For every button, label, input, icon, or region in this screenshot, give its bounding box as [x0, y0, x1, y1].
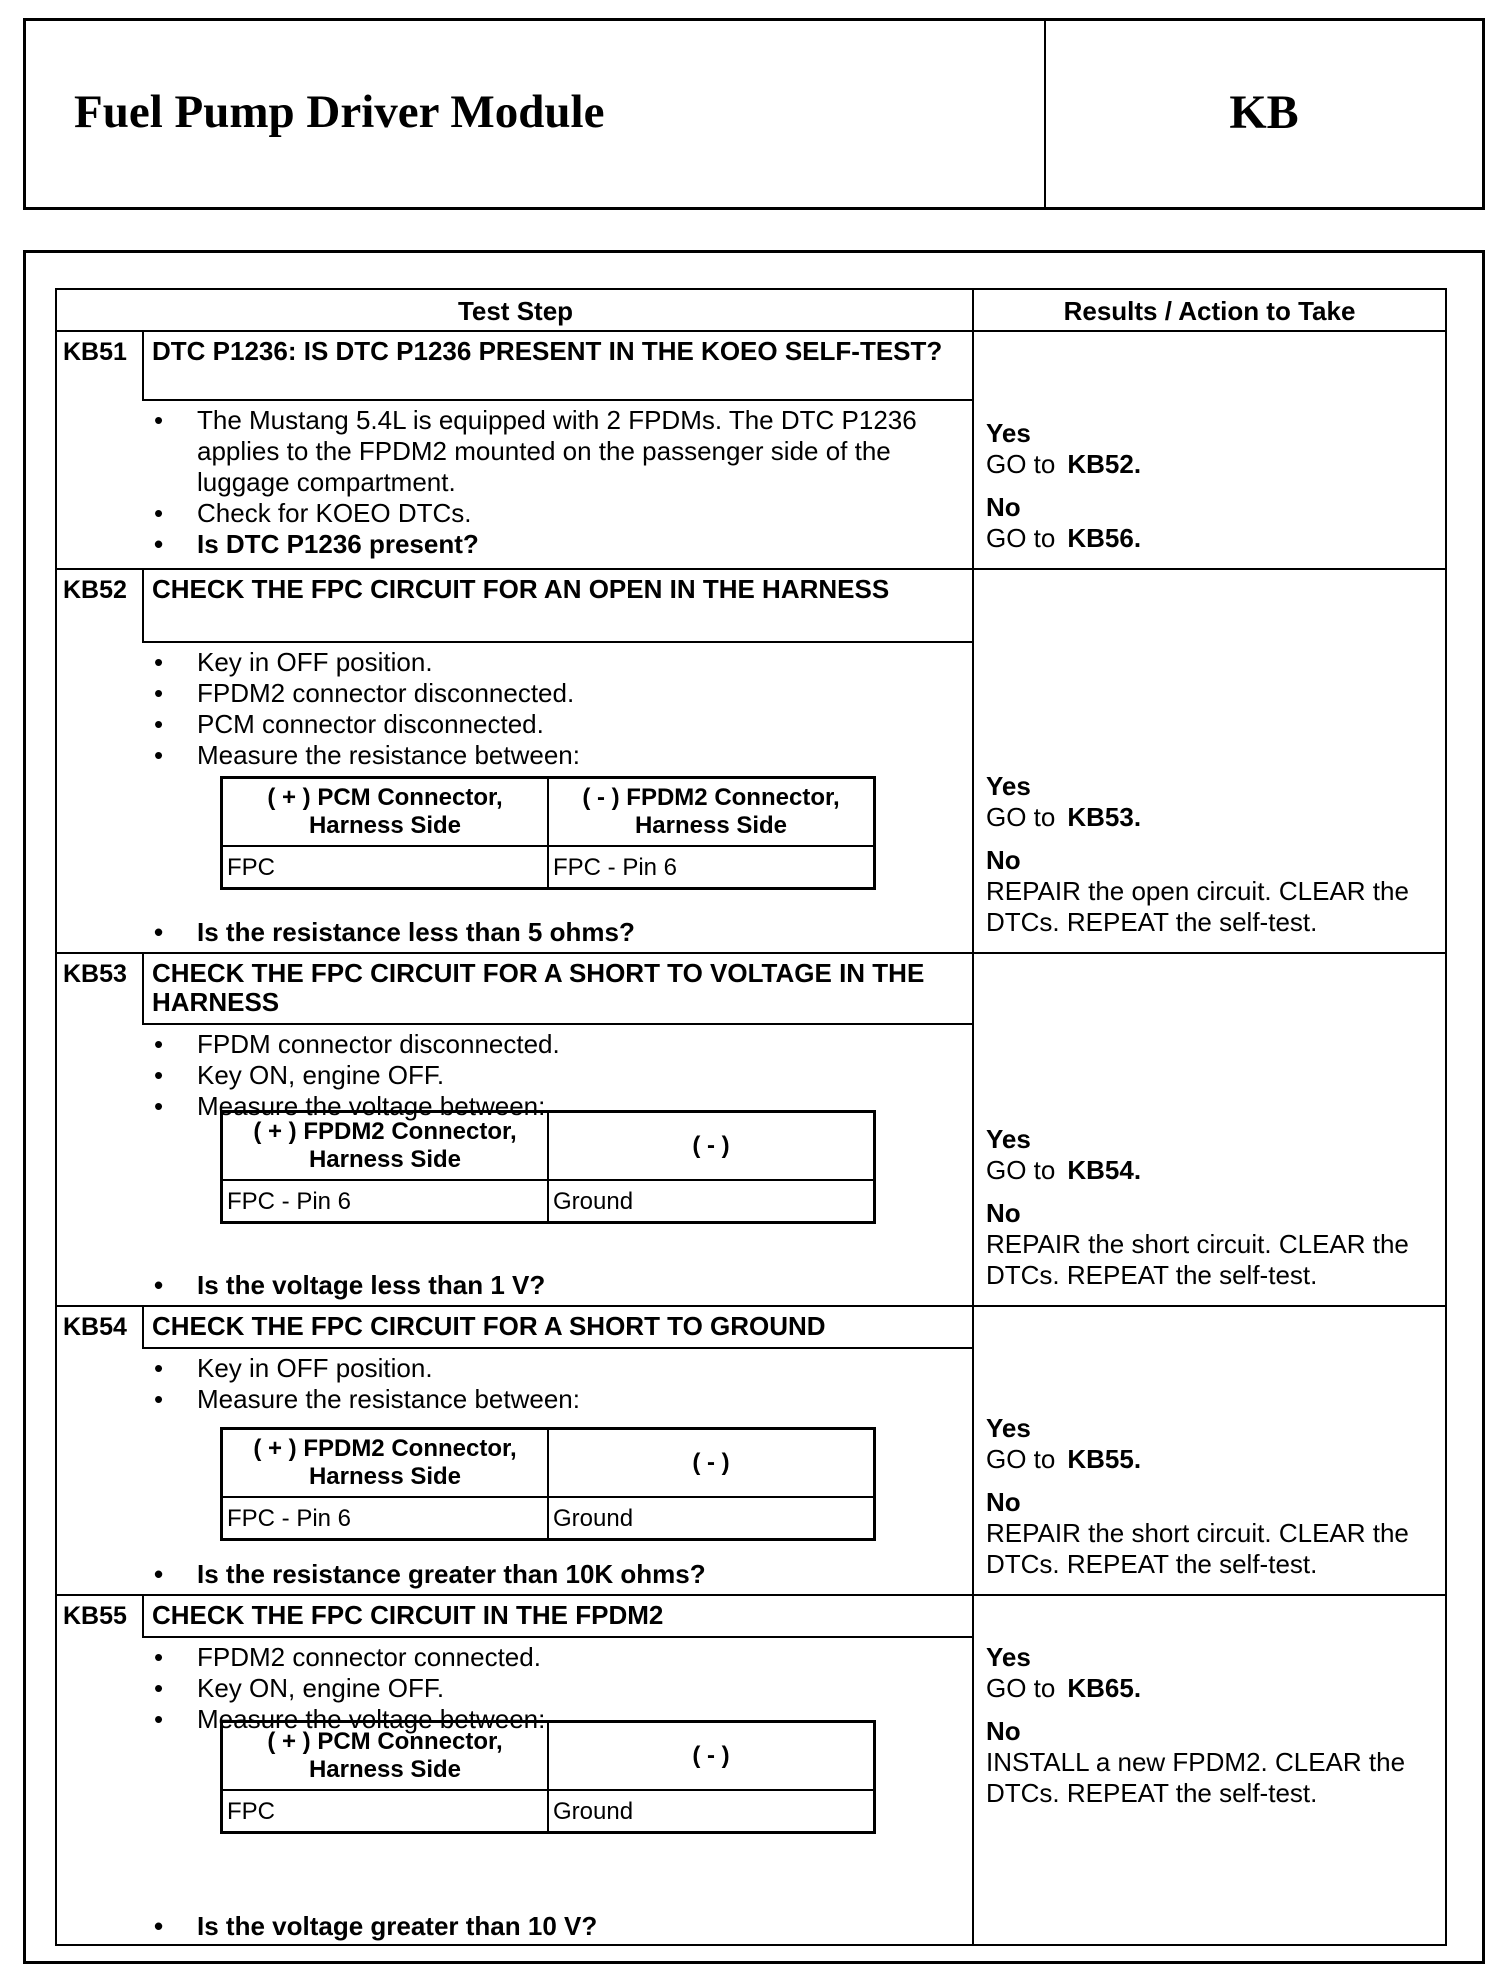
section-code: KB	[1229, 86, 1299, 139]
step-results	[974, 954, 1445, 1305]
test-step-kb53	[57, 954, 1445, 1307]
yes-goto-link[interactable]: KB53.	[1067, 802, 1142, 832]
yes-goto-link[interactable]: KB54.	[1067, 1155, 1142, 1185]
measurement-value-negative: Ground	[548, 1180, 875, 1223]
measurement-value-positive: FPC	[222, 846, 549, 889]
yes-action	[986, 1155, 1433, 1186]
step-results	[974, 570, 1445, 952]
yes-action-text: GO to	[986, 1444, 1056, 1474]
step-results	[974, 332, 1445, 568]
column-header-test-step: Test Step	[57, 290, 974, 332]
step-body	[142, 1638, 972, 1946]
no-action	[986, 1229, 1433, 1291]
step-bullet: • FPDM2 connector disconnected.	[142, 678, 962, 709]
test-step-kb55	[57, 1596, 1445, 1946]
no-label: No	[986, 492, 1021, 522]
step-bullet: • Key ON, engine OFF.	[142, 1673, 962, 1704]
measurement-header-positive: ( + ) PCM Connector, Harness Side	[222, 1722, 549, 1791]
measurement-header-negative: ( - )	[548, 1722, 875, 1791]
step-results	[974, 1596, 1445, 1946]
step-question: • Is DTC P1236 present?	[142, 529, 962, 560]
step-id: KB53	[63, 960, 127, 988]
step-bullet: • Measure the voltage between:	[142, 1091, 962, 1122]
step-bullet: • The Mustang 5.4L is equipped with 2 FPDMs. The DTC P1236 applies to the FPDM2 mounted on the passenger side of the luggage compartment.	[142, 405, 962, 498]
measurement-table	[220, 776, 876, 890]
step-body	[142, 1025, 972, 1305]
test-step-kb51	[57, 332, 1445, 570]
no-action-text: REPAIR the short circuit. CLEAR the DTCs. REPEAT the self-test.	[986, 1229, 1409, 1290]
no-label: No	[986, 1487, 1021, 1517]
no-action	[986, 1747, 1433, 1809]
measurement-value-positive: FPC - Pin 6	[222, 1180, 549, 1223]
measurement-header-positive: ( + ) FPDM2 Connector, Harness Side	[222, 1429, 549, 1498]
step-bullet: • Measure the voltage between:	[142, 1704, 962, 1735]
no-action-text: REPAIR the short circuit. CLEAR the DTCs. REPEAT the self-test.	[986, 1518, 1409, 1579]
measurement-header-negative: ( - ) FPDM2 Connector, Harness Side	[548, 778, 875, 847]
yes-action-text: GO to	[986, 802, 1056, 832]
no-label: No	[986, 1716, 1021, 1746]
step-body	[142, 643, 972, 952]
no-action-text: INSTALL a new FPDM2. CLEAR the DTCs. REPEAT the self-test.	[986, 1747, 1406, 1808]
measurement-table	[220, 1110, 876, 1224]
step-question: • Is the voltage less than 1 V?	[142, 1270, 972, 1301]
step-bullet: • FPDM2 connector connected.	[142, 1642, 962, 1673]
yes-label: Yes	[986, 771, 1031, 801]
step-title: CHECK THE FPC CIRCUIT FOR AN OPEN IN THE HARNESS	[142, 570, 972, 643]
step-question: • Is the voltage greater than 10 V?	[142, 1911, 972, 1942]
page-header	[23, 18, 1485, 210]
test-step-table	[55, 288, 1447, 1946]
step-id: KB54	[63, 1313, 127, 1341]
yes-action-text: GO to	[986, 1155, 1056, 1185]
measurement-table	[220, 1427, 876, 1541]
step-title: CHECK THE FPC CIRCUIT FOR A SHORT TO VOLTAGE IN THE HARNESS	[142, 954, 972, 1025]
step-bullet: • Key ON, engine OFF.	[142, 1060, 962, 1091]
yes-label: Yes	[986, 1124, 1031, 1154]
yes-goto-link[interactable]: KB55.	[1067, 1444, 1142, 1474]
step-question: • Is the resistance less than 5 ohms?	[142, 917, 972, 948]
test-step-kb54	[57, 1307, 1445, 1596]
step-bullet: • Measure the resistance between:	[142, 1384, 962, 1415]
no-goto-link[interactable]: KB56.	[1067, 523, 1142, 553]
step-bullet: • FPDM connector disconnected.	[142, 1029, 962, 1060]
no-action	[986, 523, 1433, 554]
no-action	[986, 1518, 1433, 1580]
step-title: DTC P1236: IS DTC P1236 PRESENT IN THE KOEO SELF-TEST?	[142, 332, 972, 401]
measurement-header-positive: ( + ) FPDM2 Connector, Harness Side	[222, 1112, 549, 1181]
step-title: CHECK THE FPC CIRCUIT IN THE FPDM2	[142, 1596, 972, 1638]
step-question: • Is the resistance greater than 10K ohms?	[142, 1559, 972, 1590]
step-body	[142, 1349, 972, 1594]
yes-label: Yes	[986, 418, 1031, 448]
step-bullet: • Key in OFF position.	[142, 647, 962, 678]
measurement-table	[220, 1720, 876, 1834]
yes-action	[986, 1673, 1433, 1704]
test-step-kb52	[57, 570, 1445, 954]
no-action-text: REPAIR the open circuit. CLEAR the DTCs. REPEAT the self-test.	[986, 876, 1409, 937]
yes-action-text: GO to	[986, 449, 1056, 479]
measurement-value-negative: Ground	[548, 1497, 875, 1540]
yes-goto-link[interactable]: KB52.	[1067, 449, 1142, 479]
step-bullet: • Measure the resistance between:	[142, 740, 962, 771]
column-header-results: Results / Action to Take	[974, 290, 1445, 332]
measurement-value-positive: FPC - Pin 6	[222, 1497, 549, 1540]
step-results	[974, 1307, 1445, 1594]
yes-label: Yes	[986, 1413, 1031, 1443]
yes-action	[986, 802, 1433, 833]
measurement-value-negative: FPC - Pin 6	[548, 846, 875, 889]
step-id: KB52	[63, 576, 127, 604]
step-bullet: • Key in OFF position.	[142, 1353, 962, 1384]
step-id: KB51	[63, 338, 127, 366]
yes-goto-link[interactable]: KB65.	[1067, 1673, 1142, 1703]
no-action	[986, 876, 1433, 938]
step-bullet: • Check for KOEO DTCs.	[142, 498, 962, 529]
no-label: No	[986, 845, 1021, 875]
step-body	[142, 401, 972, 568]
yes-action	[986, 1444, 1433, 1475]
yes-action	[986, 449, 1433, 480]
step-id: KB55	[63, 1602, 127, 1630]
measurement-header-negative: ( - )	[548, 1112, 875, 1181]
measurement-header-positive: ( + ) PCM Connector, Harness Side	[222, 778, 549, 847]
yes-action-text: GO to	[986, 1673, 1056, 1703]
yes-label: Yes	[986, 1642, 1031, 1672]
no-label: No	[986, 1198, 1021, 1228]
step-title: CHECK THE FPC CIRCUIT FOR A SHORT TO GROUND	[142, 1307, 972, 1349]
no-action-text: GO to	[986, 523, 1056, 553]
step-bullet: • PCM connector disconnected.	[142, 709, 962, 740]
measurement-header-negative: ( - )	[548, 1429, 875, 1498]
measurement-value-positive: FPC	[222, 1790, 549, 1833]
measurement-value-negative: Ground	[548, 1790, 875, 1833]
page-title: Fuel Pump Driver Module	[74, 86, 605, 138]
